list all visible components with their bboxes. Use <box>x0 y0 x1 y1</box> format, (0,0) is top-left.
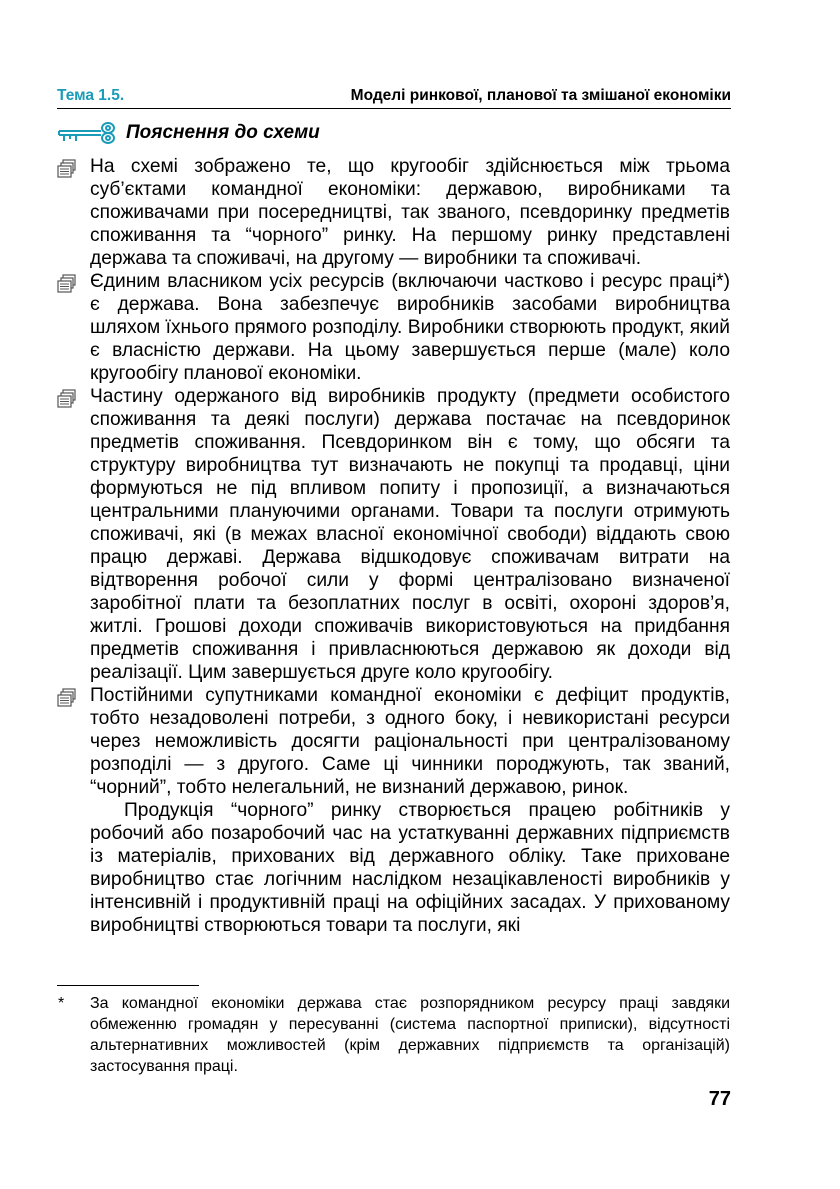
paragraph-3 <box>90 385 730 684</box>
key-icon <box>57 120 120 146</box>
footnote-text: За командної економіки держава стає розпорядником ресурсу праці завдяки обмеженню громадян у пересуванні (система паспортної приписки), відсутності альтернативних можливостей (крім державних підприємств та організацій) застосування праці. <box>90 995 730 1075</box>
book-stack-icon <box>57 389 77 408</box>
book-stack-icon <box>57 688 77 707</box>
section-heading <box>57 118 320 148</box>
paragraph-1 <box>90 155 730 270</box>
paragraph-4 <box>90 684 730 799</box>
book-stack-icon <box>57 159 77 178</box>
paragraph-text: Частину одержаного від виробників продукту (предмети особистого споживання та деякі послуги) держава постачає на псевдоринок предметів споживання. Псевдоринком він є тому, що обсяги та структуру виробництва тут визначають не покупці та продавці, ціни формуються не під впливом попиту і пропозиції, а визначаються центральними плануючими органами. Товари та послуги отримують споживачі, які (в межах власної економічної свободи) віддають свою працю державі. Держава відшкодовує споживачам витрати на відтворення робочої сили у формі централізовано визначеної заробітної плати та безоплатних послуг в освіті, охороні здоров’я, житлі. Грошові доходи споживачів використовуються на придбання предметів споживання і привласнюються державою як доходи від реалізації. Цим завершується друге коло кругообігу. <box>90 386 730 683</box>
section-title: Пояснення до схеми <box>126 122 320 143</box>
footnote-divider <box>57 985 199 986</box>
chapter-title: Моделі ринкової, планової та змішаної економіки <box>350 87 731 104</box>
paragraph-5 <box>90 799 730 937</box>
paragraph-text: Продукція “чорного” ринку створюється працею робітників у робочий або позаробочий час на устаткуванні державних підприємств із матеріалів, прихованих від державного обліку. Таке приховане виробництво стає логічним наслідком незацікавленості виробників у інтенсивній і продуктивній праці на офіційних засадах. У прихованому виробництві створюються товари та послуги, які <box>90 800 730 936</box>
footnote <box>58 993 730 1077</box>
footnote-marker: * <box>58 995 65 1012</box>
paragraph-text: Постійними супутниками командної економіки є дефіцит продуктів, тобто незадоволені потреби, з одного боку, і невикористані ресурси через неможливість досягти раціональності при централізованому розподілі — з другого. Саме ці чинники породжують, так званий, “чорний”, тобто нелегальний, не визнаний державою, ринок. <box>90 685 730 798</box>
paragraph-2 <box>90 270 730 385</box>
book-stack-icon <box>57 274 77 293</box>
running-header <box>57 86 731 109</box>
paragraph-text: На схемі зображено те, що кругообіг здійснюється між трьома суб’єктами командної економіки: державою, виробниками та споживачами при посередництві, так званого, псевдоринку предметів споживання та “чорного” ринку. На першому ринку представлені держава та споживачі, на другому — виробники та споживачі. <box>90 156 730 269</box>
page-number: 77 <box>708 1088 731 1110</box>
topic-label: Тема 1.5. <box>57 87 125 104</box>
body-text <box>90 155 730 937</box>
paragraph-text: Єдиним власником усіх ресурсів (включаючи частково і ресурс праці*) є держава. Вона забезпечує виробників засобами виробництва шляхом їхнього прямого розподілу. Виробники створюють продукт, який є власністю держави. На цьому завершується перше (мале) коло кругообігу планової економіки. <box>90 271 730 384</box>
